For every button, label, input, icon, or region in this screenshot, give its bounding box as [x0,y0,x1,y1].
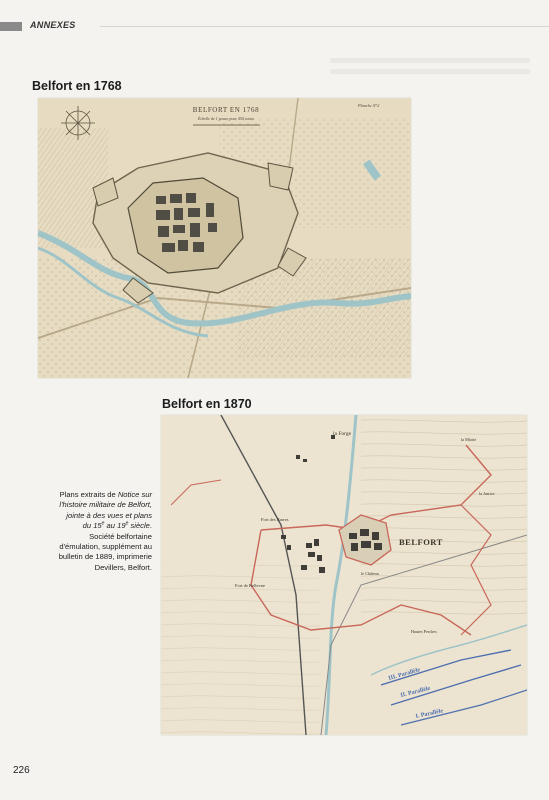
map1-title: Belfort en 1768 [32,79,122,93]
map2-label-belfort: BELFORT [399,537,443,547]
map2-label-chateau: le Château [361,571,379,576]
page-number: 226 [13,765,30,776]
map2-label-fort-barres: Fort des Barres [261,517,289,522]
bleed-through-text [330,58,530,82]
map2-label-forge: la Forge [333,431,352,437]
map-belfort-1870 [161,415,527,735]
map-belfort-1768 [38,98,411,378]
map1-plate-number: Planche N°2 [358,103,380,108]
section-header: ANNEXES [30,20,76,30]
map2-label-parallele-2: II. Parallèle [400,685,431,699]
map2-label-fort-bellevue: Fort de Bellevue [235,583,265,588]
header-rule [100,26,549,27]
map2-label-miotte: la Miotte [461,437,477,442]
map2-label-parallele-3: III. Parallèle [387,667,421,682]
figure-caption: Plans extraits de Notice sur l'histoire militaire de Belfort, jointe à des vues et plans du 15e au 19e siècle. Société belfortaine d'émulation, supplément au bulletin de 1889, imprimerie Devillers, Belfort. [58,490,152,572]
map2-label-parallele-1: I. Parallèle [415,708,444,720]
map2-label-hautes-perches: Hautes Perches [411,629,437,634]
header-bar [0,22,22,31]
map2-title: Belfort en 1870 [162,397,252,411]
map1-cartouche-scale: Échelle de 1 pouce pour 450 toises [198,116,254,121]
map1-cartouche-title: BELFORT EN 1768 [192,106,260,114]
map2-label-justice: la Justice [479,491,495,496]
